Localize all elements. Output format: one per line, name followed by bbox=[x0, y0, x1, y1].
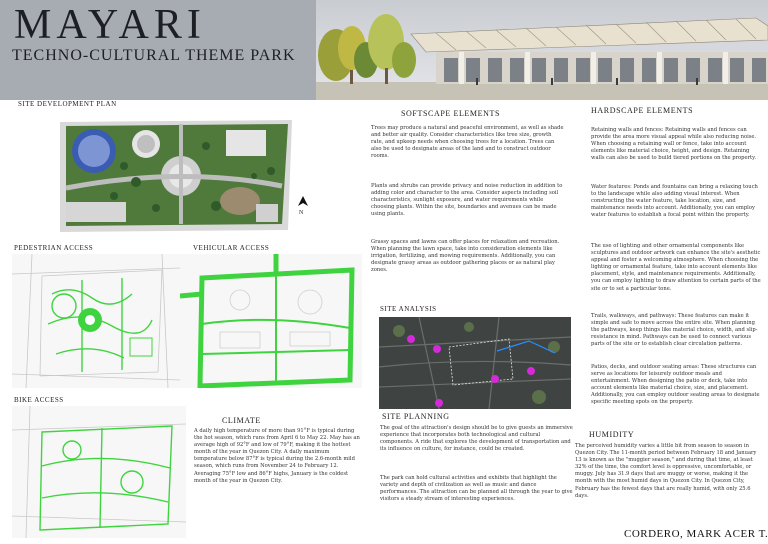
north-label: N bbox=[299, 210, 304, 216]
hardscape-paragraph-1: Retaining walls and fences: Retaining walls and fences can provide the area more visual appeal while also reducing noise. When choosing a retaining wall or fence, take into account elements like material choice, height, and design. Retaining walls can also be used to build tiered portions on the property. bbox=[591, 127, 757, 162]
pedestrian-access-plan-image bbox=[12, 254, 180, 388]
page-title: MAYARI bbox=[14, 2, 206, 48]
softscape-heading: SOFTSCAPE ELEMENTS bbox=[401, 109, 501, 118]
site-analysis-label: SITE ANALYSIS bbox=[380, 305, 437, 313]
header-banner bbox=[0, 0, 768, 100]
site-planning-paragraph-2: The park can hold cultural activities and exhibits that highlight the variety and depth of civilization as well as music and dance performances. The attraction can be planned all through the year to give visitors a steady stream of interesting experiences. bbox=[380, 475, 573, 503]
humidity-heading: HUMIDITY bbox=[589, 430, 635, 439]
bike-access-plan-image bbox=[12, 406, 186, 538]
site-planning-heading: SITE PLANNING bbox=[382, 412, 450, 421]
site-analysis-map-image bbox=[379, 317, 571, 409]
building-render-image bbox=[316, 0, 768, 100]
bike-access-label: BIKE ACCESS bbox=[14, 396, 64, 404]
page-subtitle: TECHNO-CULTURAL THEME PARK bbox=[12, 47, 296, 64]
site-planning-paragraph-1: The goal of the attraction's design should be to give guests an immersive experience that incorporates both technological and cultural components. A ride that explores the development of transportation and its influence on culture, for instance, could be created. bbox=[380, 425, 573, 453]
pedestrian-access-label: PEDESTRIAN ACCESS bbox=[14, 244, 94, 252]
site-development-plan-label: SITE DEVELOPMENT PLAN bbox=[18, 100, 117, 108]
climate-paragraph: A daily high temperature of more than 91°F is typical during the hot season, which runs from April 6 to May 22. May has an average high of 92°F and low of 79°F, making it the hottest month of the year in Quezon City. A daily maximum temperature below 87°F is typical during the 2.6-month mild season, which runs from November 24 to February 12. Averaging 75°F low and 86°F highs, January is the coldest month of the year in Quezon City. bbox=[194, 428, 360, 484]
humidity-paragraph: The perceived humidity varies a little bit from season to season in Quezon City. The 11-month period between February 18 and January 13 is known as the "muggier season," and during that time, at least 32% of the time, the comfort level is oppressive, uncomfortable, or muggy. July has 31.9 days that are muggy or worse, making it the month with the most humid days in Quezon City. In Quezon City, February has the fewest days that are really humid, with only 25.6 days. bbox=[575, 443, 757, 499]
vehicular-access-plan-image bbox=[180, 254, 362, 388]
hardscape-paragraph-4: Trails, walkways, and pathways: These features can make it simple and safe to move across the entire site. When planning the pathways, keep things like material choice, width, and slip-resistance in mind. Pathways can be used to connect various parts of the site or to establish clear circulation patterns. bbox=[591, 313, 758, 348]
site-development-plan-image bbox=[56, 116, 296, 234]
softscape-paragraph-2: Plants and shrubs can provide privacy and noise reduction in addition to adding color and character to the area. Consider aspects including soil characteristics, sunlight exposure, and water requirements while choosing plants. Within the site, boundaries and avenues can be made using plants. bbox=[371, 183, 563, 218]
author-name: CORDERO, MARK ACER T. bbox=[624, 528, 768, 540]
climate-heading: CLIMATE bbox=[222, 416, 261, 425]
softscape-paragraph-1: Trees may produce a natural and peaceful environment, as well as shade and better air quality. Consider characteristics like tree size, growth rate, and upkeep needs when choosing trees for a location. Trees can also be used to designate areas of the land and to construct outdoor rooms. bbox=[371, 125, 564, 160]
hardscape-heading: HARDSCAPE ELEMENTS bbox=[591, 106, 694, 115]
softscape-paragraph-3: Grassy spaces and lawns can offer places for relaxation and recreation. When planning the lawn space, take into consideration elements like irrigation, fertilizing, and mowing requirements. Additionally, you can designate grassy areas as outdoor gathering places or as natural play zones. bbox=[371, 239, 560, 274]
hardscape-paragraph-5: Patios, decks, and outdoor seating areas: These structures can serve as locations for leisurely outdoor meals and entertainment. When designing the patio or deck, take into account elements like material choice, size, and placement. Additionally, you can employ outdoor seating areas to designate specific meeting spots on the property. bbox=[591, 364, 760, 406]
hardscape-paragraph-3: The use of lighting and other ornamental components like sculptures and outdoor artwork can enhance the site's aesthetic appeal and foster a welcoming atmosphere. When choosing the lighting or ornamental feature, take into account elements like placement, style, and maintenance requirements. Additionally, you can employ lighting to draw attention to certain parts of the site or to set a particular tone. bbox=[591, 243, 761, 292]
hardscape-paragraph-2: Water features: Ponds and fountains can bring a relaxing touch to the landscape while also adding visual interest. When constructing the water feature, take location, size, and maintenance needs into account. Additionally, you can employ water features to establish a focal point within the property. bbox=[591, 184, 758, 219]
vehicular-access-label: VEHICULAR ACCESS bbox=[193, 244, 270, 252]
